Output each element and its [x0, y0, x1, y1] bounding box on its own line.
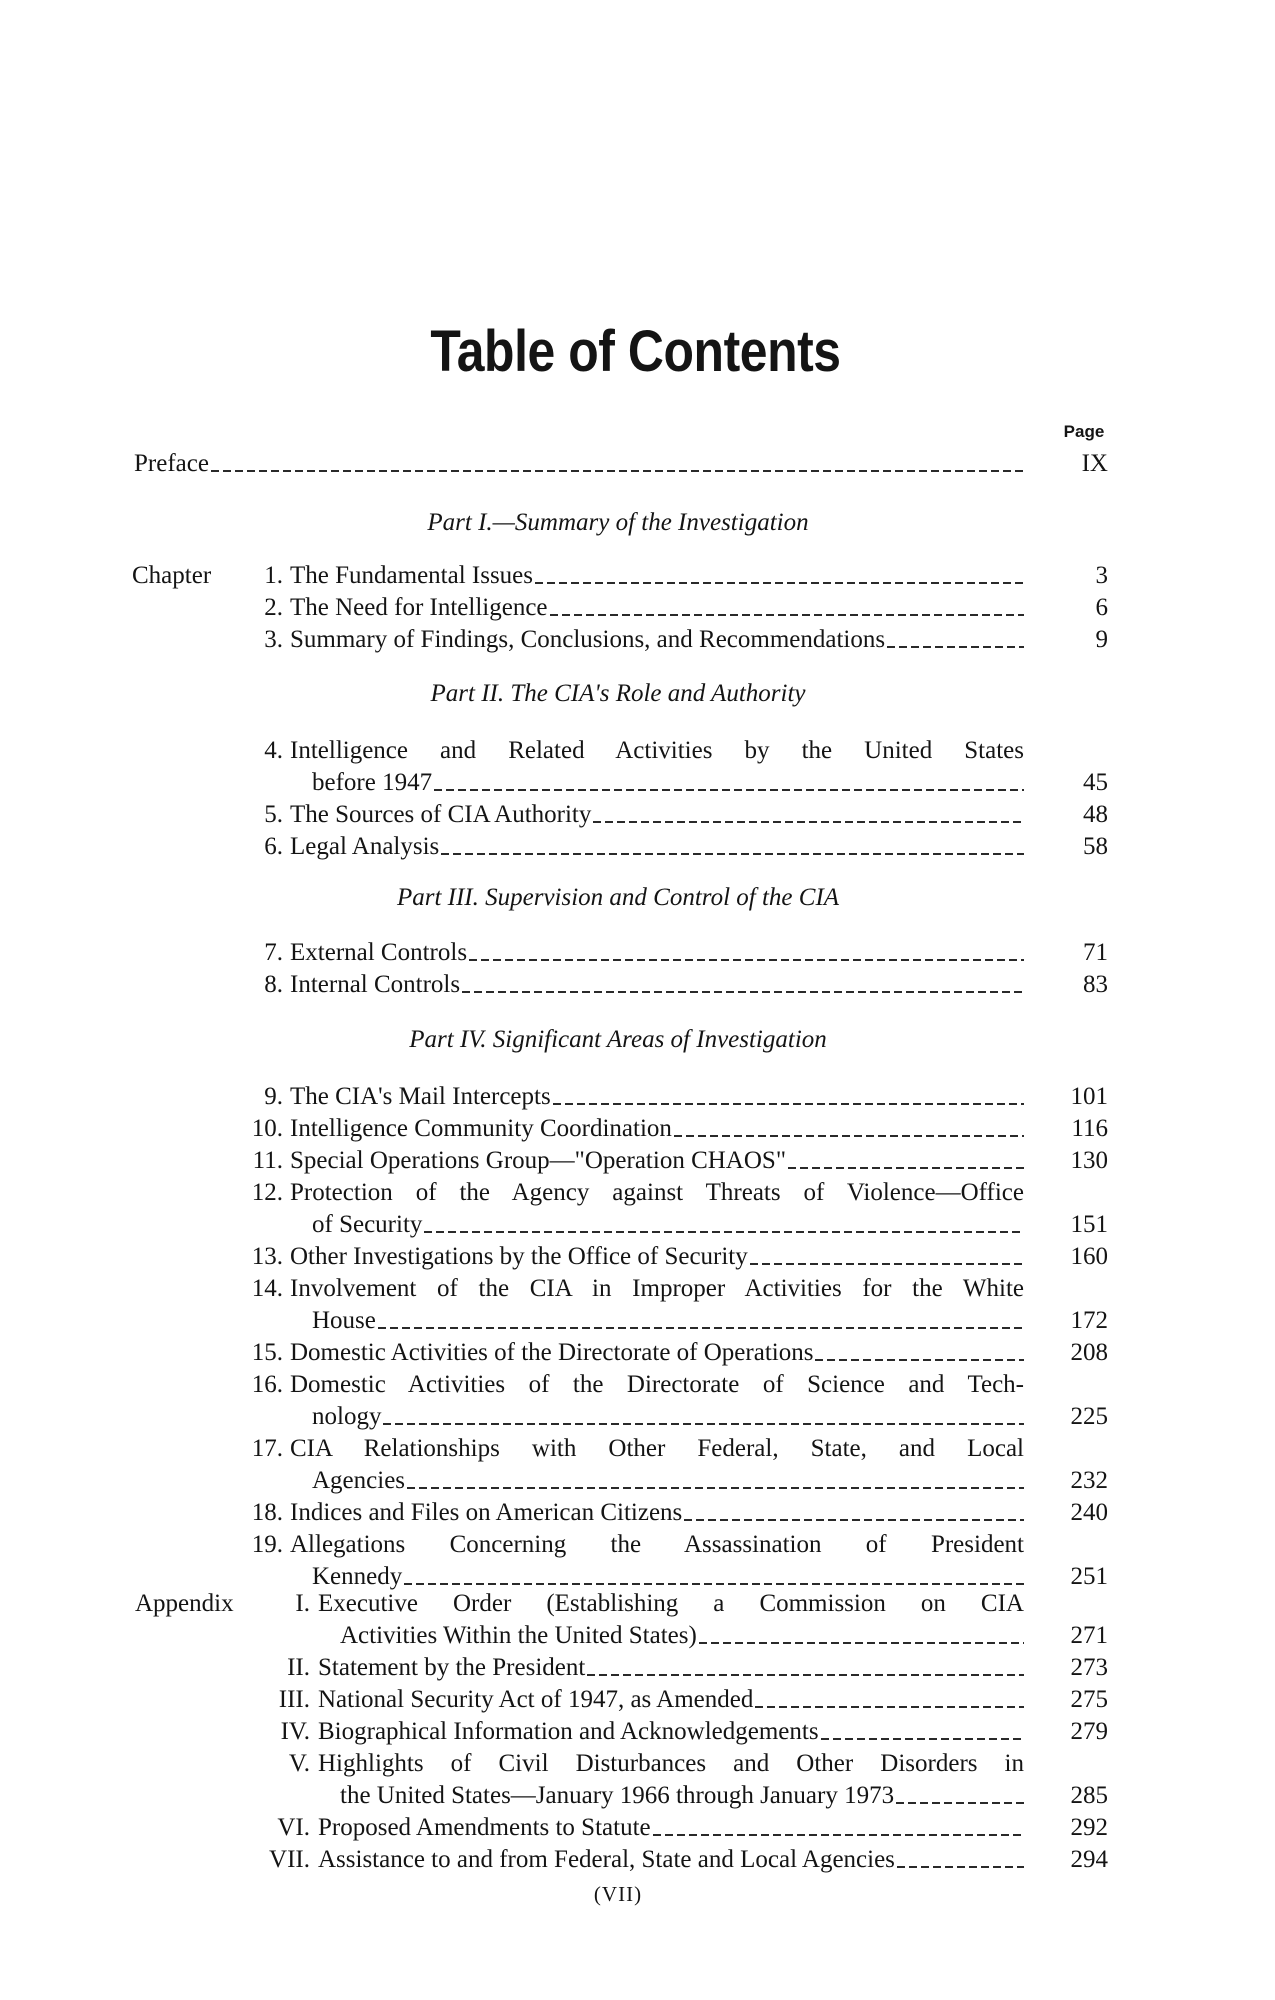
page-title: Table of Contents [430, 319, 841, 384]
chapter-entry-line [290, 1177, 1024, 1209]
dot-leader [424, 1230, 1024, 1233]
dot-leader [674, 1134, 1024, 1137]
dot-leader [550, 613, 1024, 616]
chapter-title: Protection of the Agency against Threats of Violence—Office [290, 1179, 1024, 1206]
chapter-number: 3. [264, 626, 283, 653]
appendix-number: I. [295, 1590, 310, 1617]
chapter-page: 6 [1095, 594, 1108, 621]
page-number-footer: (VII) [593, 1882, 643, 1906]
chapter-entry-line [290, 1529, 1024, 1561]
chapter-label: Chapter [132, 562, 212, 589]
dot-leader [699, 1641, 1024, 1644]
appendix-number: VII. [269, 1846, 310, 1873]
part-heading-1: Part I.—Summary of the Investigation [427, 509, 809, 536]
chapter-title: nology [312, 1403, 382, 1430]
dot-leader [896, 1801, 1024, 1804]
chapter-number: 11. [252, 1147, 283, 1174]
dot-leader [887, 645, 1024, 648]
chapter-page: 71 [1083, 939, 1108, 966]
dot-leader [755, 1705, 1024, 1708]
chapter-entry-line [290, 799, 1024, 831]
appendix-title: Statement by the President [318, 1654, 586, 1681]
chapter-page: 48 [1083, 801, 1108, 828]
part-heading-4: Part IV. Significant Areas of Investigation [409, 1026, 827, 1053]
chapter-entry-line [290, 592, 1024, 624]
preface-label: Preface [134, 450, 209, 477]
appendix-number: III. [278, 1686, 310, 1713]
chapter-title: External Controls [290, 939, 468, 966]
preface-entry [134, 448, 1026, 480]
dot-leader [434, 788, 1024, 791]
chapter-entry-line [290, 937, 1024, 969]
appendix-page: 279 [1070, 1718, 1108, 1745]
appendix-title: Proposed Amendments to Statute [318, 1814, 651, 1841]
dot-leader [462, 990, 1024, 993]
chapter-page: 116 [1071, 1115, 1108, 1142]
chapter-number: 5. [264, 801, 283, 828]
dot-leader [469, 958, 1024, 961]
chapter-page: 208 [1070, 1339, 1108, 1366]
chapter-page: 9 [1095, 626, 1108, 653]
chapter-entry-line [290, 969, 1024, 1001]
chapter-number: 13. [251, 1243, 283, 1270]
dot-leader [788, 1166, 1024, 1169]
chapter-number: 6. [264, 833, 283, 860]
chapter-number: 19. [251, 1531, 283, 1558]
appendix-entry-line [340, 1620, 1024, 1652]
chapter-title: Allegations Concerning the Assassination of President [290, 1531, 1024, 1558]
chapter-page: 225 [1070, 1403, 1108, 1430]
dot-leader [383, 1422, 1024, 1425]
chapter-page: 172 [1070, 1307, 1108, 1334]
appendix-entry-line [318, 1684, 1024, 1716]
chapter-number: 15. [251, 1339, 283, 1366]
chapter-page: 101 [1070, 1083, 1108, 1110]
chapter-number: 17. [251, 1435, 283, 1462]
chapter-entry-line [290, 831, 1024, 863]
chapter-entry-line [290, 1081, 1024, 1113]
chapter-entry-line [312, 767, 1024, 799]
appendix-number: V. [288, 1750, 310, 1777]
chapter-title: Intelligence Community Coordination [290, 1115, 672, 1142]
chapter-title: Summary of Findings, Conclusions, and Recommendations [290, 626, 886, 653]
chapter-title: Special Operations Group—"Operation CHAOS" [290, 1147, 787, 1174]
chapter-page: 251 [1070, 1563, 1108, 1590]
appendix-title: Activities Within the United States) [340, 1622, 697, 1649]
appendix-entry-line [318, 1844, 1024, 1876]
chapter-entry-line [290, 1337, 1024, 1369]
appendix-page: 292 [1070, 1814, 1108, 1841]
dot-leader [535, 581, 1024, 584]
chapter-entry-line [290, 1369, 1024, 1401]
chapter-number: 14. [251, 1275, 283, 1302]
dot-leader [815, 1358, 1024, 1361]
chapter-title: The Fundamental Issues [290, 562, 534, 589]
appendix-entry-line [318, 1812, 1024, 1844]
chapter-page: 151 [1070, 1211, 1108, 1238]
chapter-title: Agencies [312, 1467, 406, 1494]
chapter-number: 18. [251, 1499, 283, 1526]
dot-leader [587, 1673, 1024, 1676]
chapter-page: 45 [1083, 769, 1108, 796]
chapter-entry-line [290, 1433, 1024, 1465]
chapter-number: 8. [264, 971, 283, 998]
appendix-label: Appendix [135, 1590, 234, 1617]
chapter-title: Domestic Activities of the Directorate of Operations [290, 1339, 814, 1366]
dot-leader [407, 1486, 1024, 1489]
chapter-page: 58 [1083, 833, 1108, 860]
appendix-title: Assistance to and from Federal, State and Local Agencies [318, 1846, 895, 1873]
preface-page: IX [1081, 450, 1108, 477]
chapter-entry-line [290, 560, 1024, 592]
chapter-page: 130 [1070, 1147, 1108, 1174]
chapter-page: 3 [1095, 562, 1108, 589]
chapter-title: CIA Relationships with Other Federal, State, and Local [290, 1435, 1024, 1462]
appendix-entry-line [318, 1652, 1024, 1684]
dot-leader [211, 469, 1026, 472]
chapter-entry-line [312, 1401, 1024, 1433]
part-heading-2: Part II. The CIA's Role and Authority [430, 680, 806, 707]
chapter-title: Other Investigations by the Office of Security [290, 1243, 748, 1270]
chapter-number: 4. [264, 737, 283, 764]
chapter-page: 240 [1070, 1499, 1108, 1526]
part-heading-3: Part III. Supervision and Control of the CIA [396, 884, 840, 911]
chapter-number: 12. [251, 1179, 283, 1206]
chapter-number: 2. [264, 594, 283, 621]
chapter-title: Legal Analysis [290, 833, 440, 860]
dot-leader [553, 1102, 1024, 1105]
appendix-title: Executive Order (Establishing a Commission on CIA [318, 1590, 1024, 1617]
appendix-number: IV. [280, 1718, 310, 1745]
chapter-title: Kennedy [312, 1563, 403, 1590]
appendix-number: VI. [277, 1814, 310, 1841]
chapter-entry-line [290, 735, 1024, 767]
chapter-page: 232 [1070, 1467, 1108, 1494]
chapter-entry-line [312, 1305, 1024, 1337]
dot-leader [750, 1262, 1024, 1265]
chapter-title: The CIA's Mail Intercepts [290, 1083, 551, 1110]
appendix-entry-line [318, 1748, 1024, 1780]
appendix-entry-line [318, 1588, 1024, 1620]
chapter-number: 7. [264, 939, 283, 966]
chapter-title: Involvement of the CIA in Improper Activities for the White [290, 1275, 1024, 1302]
chapter-title: of Security [312, 1211, 423, 1238]
dot-leader [378, 1326, 1024, 1329]
page-column-header: Page [1063, 422, 1105, 441]
dot-leader [653, 1833, 1024, 1836]
appendix-entry-line [340, 1780, 1024, 1812]
appendix-page: 294 [1070, 1846, 1108, 1873]
chapter-title: Intelligence and Related Activities by the United States [290, 737, 1024, 764]
dot-leader [897, 1865, 1024, 1868]
chapter-title: Indices and Files on American Citizens [290, 1499, 683, 1526]
chapter-entry-line [290, 1497, 1024, 1529]
chapter-title: House [312, 1307, 376, 1334]
chapter-number: 9. [264, 1083, 283, 1110]
chapter-title: Internal Controls [290, 971, 461, 998]
chapter-number: 10. [251, 1115, 283, 1142]
chapter-title: The Sources of CIA Authority [290, 801, 592, 828]
chapter-entry-line [312, 1465, 1024, 1497]
chapter-page: 160 [1070, 1243, 1108, 1270]
chapter-title: before 1947 [312, 769, 433, 796]
dot-leader [404, 1582, 1024, 1585]
appendix-page: 275 [1070, 1686, 1108, 1713]
chapter-entry-line [312, 1209, 1024, 1241]
chapter-entry-line [290, 1113, 1024, 1145]
dot-leader [821, 1737, 1024, 1740]
chapter-number: 1. [264, 562, 283, 589]
appendix-title: the United States—January 1966 through January 1973 [340, 1782, 895, 1809]
appendix-title: Highlights of Civil Disturbances and Other Disorders in [318, 1750, 1024, 1777]
chapter-entry-line [290, 1145, 1024, 1177]
appendix-title: National Security Act of 1947, as Amended [318, 1686, 754, 1713]
appendix-entry-line [318, 1716, 1024, 1748]
dot-leader [441, 852, 1024, 855]
appendix-page: 273 [1070, 1654, 1108, 1681]
chapter-entry-line [290, 1273, 1024, 1305]
chapter-title: Domestic Activities of the Directorate of Science and Tech- [290, 1371, 1024, 1398]
chapter-page: 83 [1083, 971, 1108, 998]
appendix-title: Biographical Information and Acknowledgements [318, 1718, 819, 1745]
appendix-number: II. [287, 1654, 310, 1681]
chapter-entry-line [290, 1241, 1024, 1273]
chapter-entry-line [290, 624, 1024, 656]
dot-leader [684, 1518, 1024, 1521]
chapter-number: 16. [251, 1371, 283, 1398]
dot-leader [593, 820, 1024, 823]
chapter-title: The Need for Intelligence [290, 594, 548, 621]
appendix-page: 285 [1070, 1782, 1108, 1809]
appendix-page: 271 [1070, 1622, 1108, 1649]
